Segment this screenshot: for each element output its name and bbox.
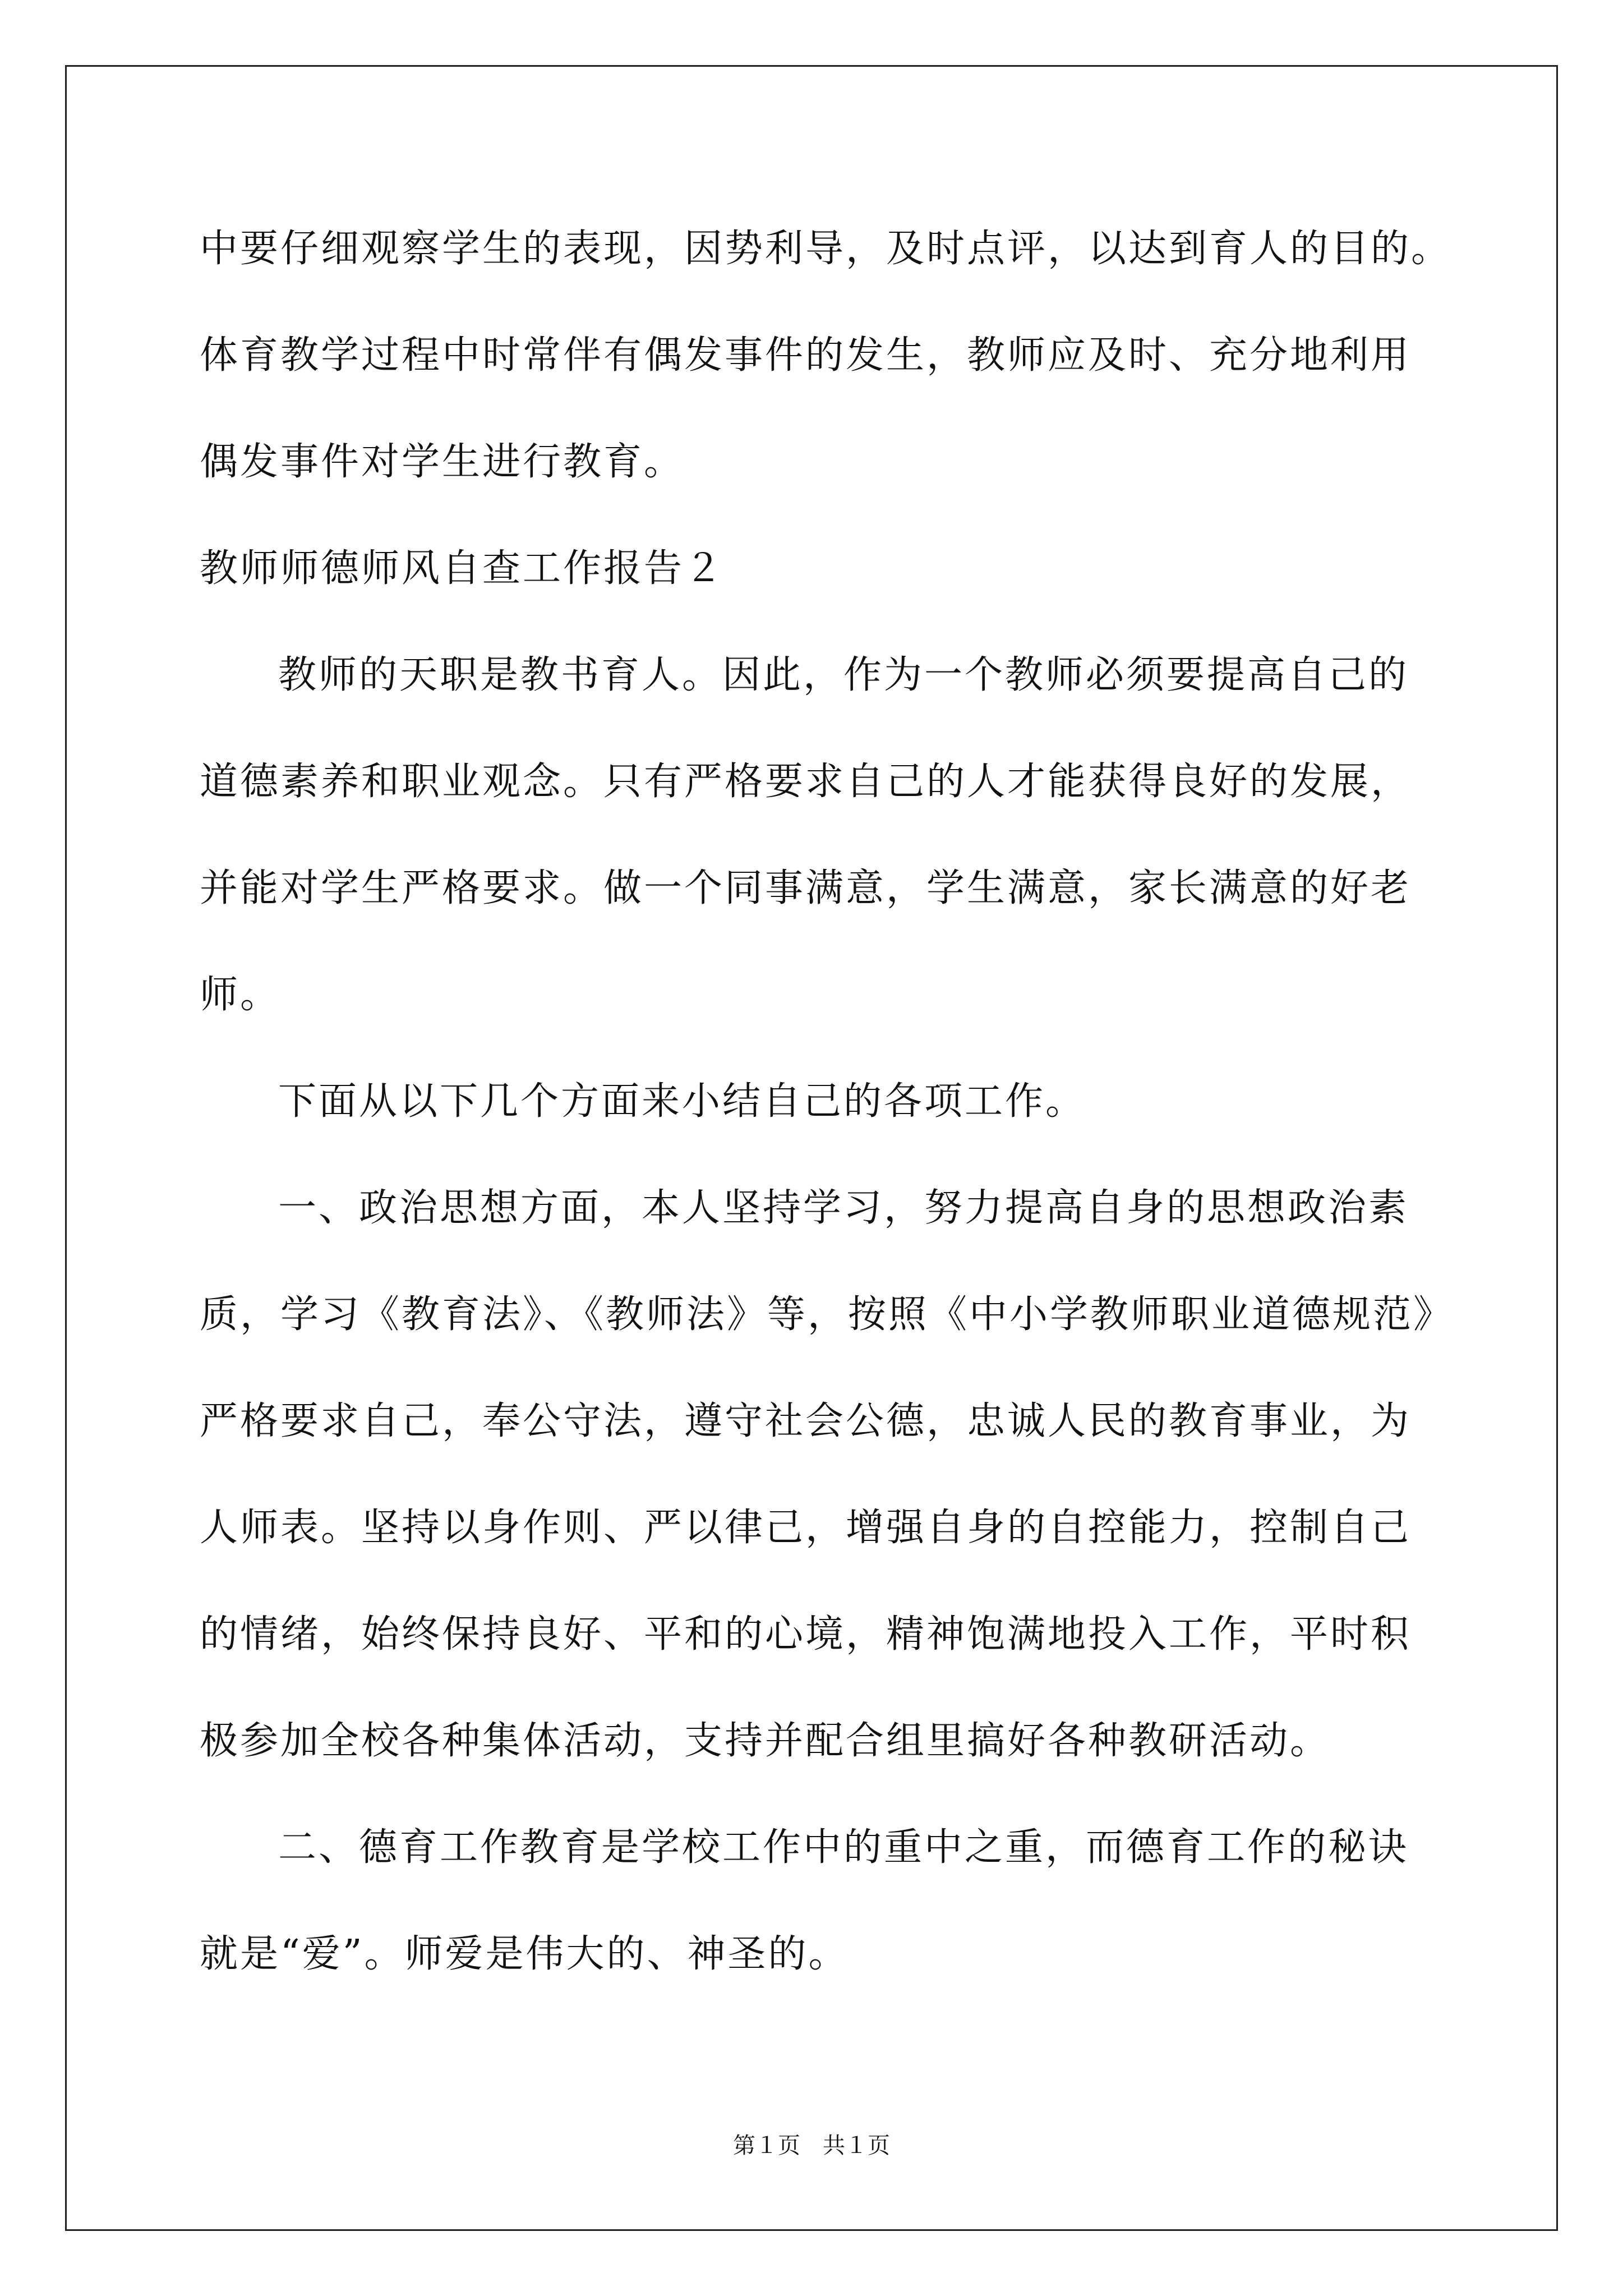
text-line-14: 的情绪，始终保持良好、平和的心境，精神饱满地投入工作，平时积 [200,1612,1412,1657]
text-line-6: 道德素养和职业观念。只有严格要求自己的人才能获得良好的发展， [200,760,1412,804]
text-line-11: 质，学习《教育法》、《教师法》等，按照《中小学教师职业道德规范》 [200,1292,1454,1337]
text-line-12: 严格要求自己，奉公守法，遵守社会公德，忠诚人民的教育事业，为 [200,1399,1412,1443]
text-line-10: 一、政治思想方面，本人坚持学习，努力提高自身的思想政治素 [278,1186,1409,1230]
text-line-13: 人师表。坚持以身作则、严以律己，增强自身的自控能力，控制自己 [200,1506,1412,1550]
text-line-5: 教师的天职是教书育人。因此，作为一个教师必须要提高自己的 [278,653,1409,697]
text-line-16: 二、德育工作教育是学校工作中的重中之重，而德育工作的秘诀 [278,1825,1409,1870]
text-line-8: 师。 [200,973,281,1017]
page-footer: 第１页 共１页 [733,2133,890,2159]
page-border [65,65,1558,2231]
text-line-2: 体育教学过程中时常伴有偶发事件的发生，教师应及时、充分地利用 [200,333,1412,378]
section-heading: 教师师德师风自查工作报告２ [200,546,725,591]
text-line-7: 并能对学生严格要求。做一个同事满意，学生满意，家长满意的好老 [200,866,1412,910]
text-line-3: 偶发事件对学生进行教育。 [200,440,685,484]
text-line-9: 下面从以下几个方面来小结自己的各项工作。 [278,1079,1086,1124]
text-line-15: 极参加全校各种集体活动，支持并配合组里搞好各种教研活动。 [200,1719,1331,1763]
text-line-1: 中要仔细观察学生的表现，因势利导，及时点评，以达到育人的目的。 [200,227,1452,271]
text-line-17: 就是“爱”。师爱是伟大的、神圣的。 [200,1932,849,1976]
